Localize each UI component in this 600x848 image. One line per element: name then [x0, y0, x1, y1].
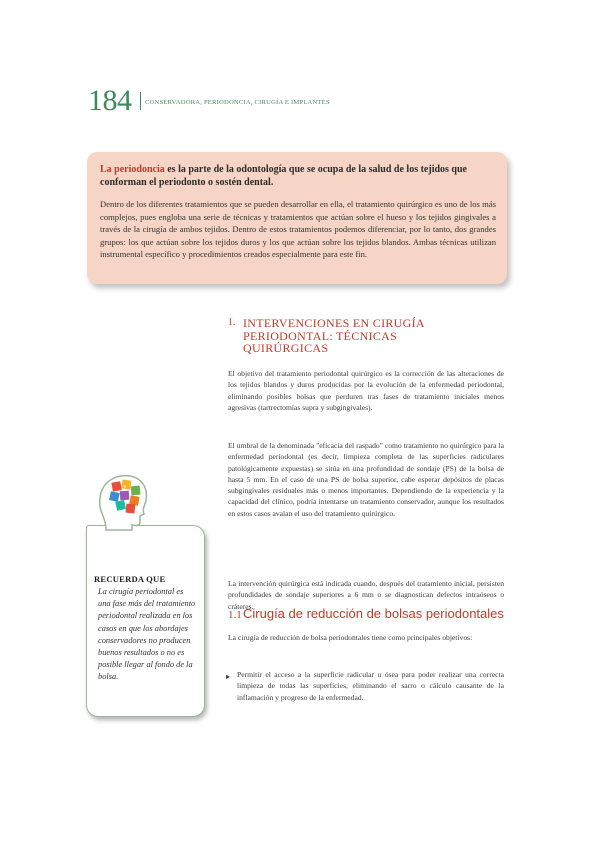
definition-term: La periodoncia [100, 164, 165, 175]
paragraph-umbral: El umbral de la denominada "eficacia del raspado" como tratamiento no quirúrgico para la enfermedad periodontal (es decir, limpieza completa de las superficies radiculares patológicamente expuestas) se sitúa en una profundidad de sondaje (PS) de la bolsa de hasta 5 mm. En el caso de una PS de bolsa superior, cabe esperar depósitos de placas subgingivales residuales más o menos importantes. Dependiendo de la experiencia y la capacidad del clínico, podría intentarse un tratamiento conservador, aunque los resultados en estos casos avalan el uso del tratamiento quirúrgico. [228, 441, 504, 518]
paragraph-indicacion: La intervención quirúrgica está indicada cuando, después del tratamiento inicial, persisten profundidades de sondaje superiores a 6 mm o se diagnostican defectos intraóseos o cráteres. [228, 579, 504, 611]
intro-paragraph: Dentro de los diferentes tratamientos que se pueden desarrollar en ella, el tratamiento quirúrgico es uno de los más complejos, pues engloba una serie de técnicas y tratamientos que actúan sobre el hueso y los tejidos gingivales a través de la cirugía de ambos tejidos. Dentro de estos tratamientos podemos diferenciar, por lo tanto, dos grandes grupos: los que actúan sobre los tejidos duros y los que actúan sobre los tejidos blandos. Ambas técnicas utilizan instrumental específico y procedimientos creados especialmente para este fin. [100, 199, 496, 260]
recuerda-text: La cirugía periodontal es una fase más del tratamiento periodontal realizada en los casos en que los abordajes conservadores no producen buenos resultados o no es posible llegar al fondo de la bolsa. [98, 587, 196, 682]
definition-text: es la parte de la odontología que se ocupa de la salud de los tejidos que conforman el periodonto o sostén dental. [100, 164, 467, 188]
header-divider [140, 92, 141, 110]
list-item: Permitir el acceso a la superficie radicular u ósea para poder realizar una correcta limpieza de todas las superficies, eliminando el sarro o cálculo causante de la inflamación y progreso de la enfermedad. [237, 670, 504, 702]
head-puzzle-icon [92, 470, 152, 532]
paragraph-objetivos: La cirugía de reducción de bolsa periodontales tiene como principales objetivos: [228, 633, 473, 642]
paragraph-objetivo: El objetivo del tratamiento periodontal quirúrgico es la corrección de las alteraciones de los tejidos blandos y duros producidas por la evolución de la enfermedad periodontal, eliminando posibles bolsas que perduren tras fases de tratamiento iniciales menos agresivas (tartrectomías supra y subgingivales). [228, 369, 504, 412]
recuerda-title: RECUERDA QUE [94, 574, 166, 584]
subsection-title: Cirugía de reducción de bolsas periodontales [243, 606, 504, 621]
page-number: 184 [88, 84, 132, 117]
subsection-number: 1.1 [228, 609, 242, 621]
section-number: 1. [228, 317, 236, 328]
svg-text:?: ? [123, 485, 127, 492]
bullet-arrow-icon: ▸ [226, 672, 231, 681]
book-title: CONSERVADORA, PERIODONCIA, CIRUGÍA E IMPLANTES [145, 99, 330, 106]
section-title: INTERVENCIONES EN CIRUGÍA PERIODONTAL: TÉCNICAS QUIRÚRGICAS [243, 316, 425, 355]
intro-definition [100, 163, 496, 189]
